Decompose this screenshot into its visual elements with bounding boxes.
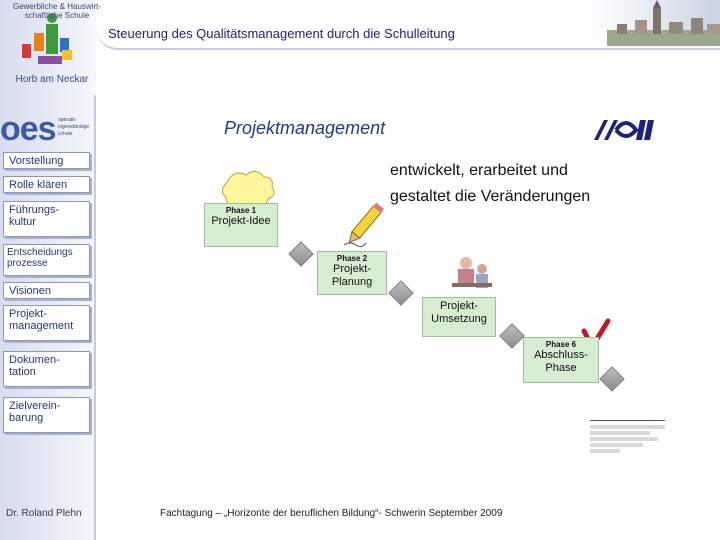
document-rule: [590, 420, 665, 421]
town-photo-icon: [587, 0, 720, 46]
sidebar-edge: [94, 95, 96, 540]
small-document: [590, 420, 665, 453]
oes-logo-letters: oes: [0, 110, 56, 148]
people-working-icon: [452, 257, 492, 288]
phase-2-text: Projekt-Planung: [331, 263, 373, 288]
city-name: Horb am Neckar: [15, 74, 89, 85]
sidebar-item-fuehrungskultur[interactable]: Führungs-kultur: [3, 201, 90, 237]
sidebar-item-dokumentation[interactable]: Dokumen-tation: [3, 351, 90, 387]
phase-2-label: Phase 2: [336, 254, 368, 263]
phase-2-box: [317, 251, 387, 295]
phase-1-text: Projekt-Idee: [211, 215, 271, 227]
slide-heading: Projektmanagement: [224, 118, 386, 138]
pencil-icon: [345, 203, 384, 246]
phase-umsetzung-box: [422, 297, 496, 337]
phase-6-text: Abschluss-Phase: [534, 349, 588, 374]
sidebar-item-visionen[interactable]: Visionen: [3, 282, 90, 299]
sidebar-item-rolle-klaeren[interactable]: Rolle klären: [3, 176, 90, 193]
footer-author: Dr. Roland Plehn: [6, 508, 82, 519]
town-photo: [587, 0, 720, 46]
brand-logo: [590, 116, 660, 144]
sidebar-item-projektmanagement[interactable]: Projekt-management: [3, 305, 90, 341]
phase-1-box: [204, 203, 278, 247]
oes-logo: [0, 112, 96, 152]
phase-umsetzung-text: Projekt-Umsetzung: [431, 300, 487, 325]
phase-6-box: [523, 337, 599, 383]
document-text: [590, 425, 665, 453]
slide-text-line2: gestaltet die Veränderungen: [390, 188, 591, 205]
oes-logo-subtitle: operativ eigenständige schule: [58, 117, 90, 137]
page-title: Steuerung des Qualitätsmanagement durch die Schulleitung: [108, 26, 455, 41]
sidebar-item-vorstellung[interactable]: Vorstellung: [3, 152, 90, 169]
brand-logo-icon: [590, 116, 660, 144]
school-name: Gewerbliche & Hauswirt-schaftliche Schule: [12, 2, 102, 20]
slide-text-line1: entwickelt, erarbeitet und: [390, 162, 568, 179]
phase-1-label: Phase 1: [225, 206, 257, 215]
sidebar-item-entscheidungsprozesse[interactable]: Entscheidungs prozesse: [3, 244, 90, 276]
phase-diagram: [190, 165, 680, 425]
footer-event: Fachtagung – „Horizonte der beruflichen Bildung“- Schwerin September 2009: [160, 508, 503, 519]
sidebar-item-zielvereinbarung[interactable]: Zielverein-barung: [3, 397, 90, 433]
phase-6-label: Phase 6: [545, 340, 577, 349]
